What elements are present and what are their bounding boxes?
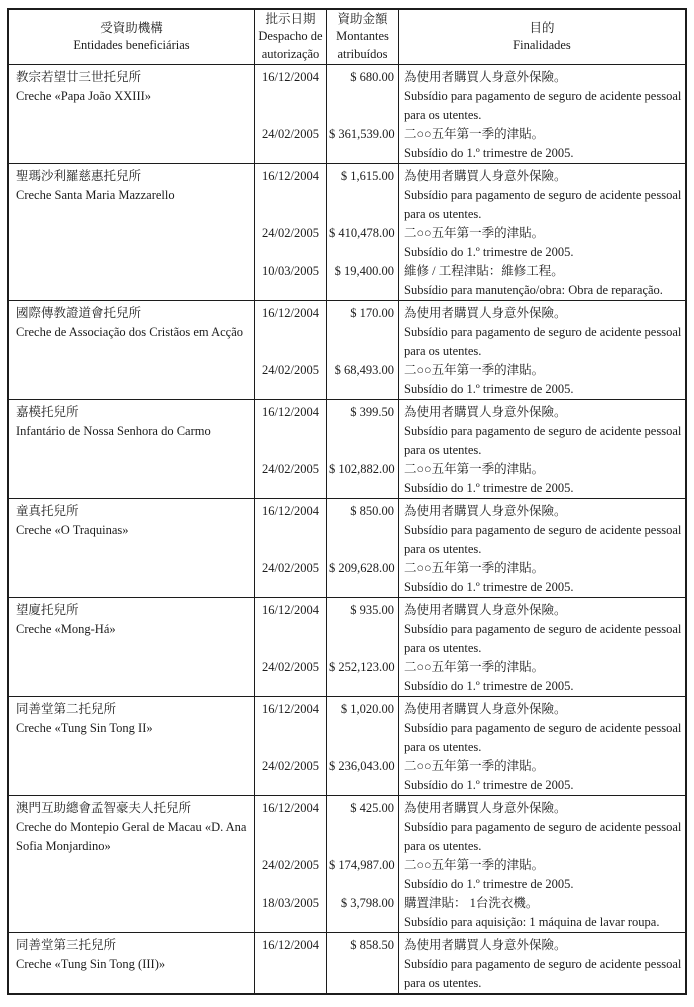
purpose-zh: 二○○五年第一季的津貼。 [404, 226, 545, 240]
date-cell: 18/03/2005 [255, 894, 327, 932]
purpose-zh: 為使用者購買人身意外保險。 [404, 702, 567, 716]
purpose-cell [399, 64, 685, 125]
date-cell: 16/12/2004 [255, 932, 327, 993]
entity-name-zh: 聖瑪沙利羅慈惠托兒所 [16, 169, 142, 183]
date-cell: 16/12/2004 [255, 163, 327, 224]
entity-name-zh: 同善堂第三托兒所 [16, 938, 117, 952]
purpose-cell [399, 125, 685, 163]
purpose-cell [399, 163, 685, 224]
amount-cell: $ 858.50 [327, 932, 399, 993]
purpose-zh: 二○○五年第一季的津貼。 [404, 759, 545, 773]
amount-cell: $ 3,798.00 [327, 894, 399, 932]
amount-cell: $ 170.00 [327, 300, 399, 361]
header-date-pt: Despacho de autorização [258, 29, 323, 61]
purpose-cell [399, 696, 685, 757]
purpose-zh: 二○○五年第一季的津貼。 [404, 561, 545, 575]
purpose-cell [399, 300, 685, 361]
date-cell: 16/12/2004 [255, 300, 327, 361]
purpose-zh: 為使用者購買人身意外保險。 [404, 70, 567, 84]
entity-cell [9, 498, 255, 597]
purpose-zh: 為使用者購買人身意外保險。 [404, 306, 567, 320]
purpose-pt: Subsídio para pagamento de seguro de acidente pessoal para os utentes. [404, 188, 682, 221]
entity-name-pt: Creche «O Traquinas» [16, 523, 129, 537]
entity-name-pt: Infantário de Nossa Senhora do Carmo [16, 424, 211, 438]
date-cell: 24/02/2005 [255, 757, 327, 795]
purpose-pt: Subsídio do 1.º trimestre de 2005. [404, 877, 574, 891]
purpose-pt: Subsídio do 1.º trimestre de 2005. [404, 382, 574, 396]
purpose-pt: Subsídio para pagamento de seguro de acidente pessoal para os utentes. [404, 820, 682, 853]
purpose-cell [399, 658, 685, 696]
amount-cell: $ 19,400.00 [327, 262, 399, 300]
entity-name-zh: 國際傳教證道會托兒所 [16, 306, 142, 320]
purpose-cell [399, 559, 685, 597]
purpose-cell [399, 894, 685, 932]
entity-name-pt: Creche do Montepio Geral de Macau «D. Ana Sofia Monjardino» [16, 820, 247, 853]
header-date [255, 10, 327, 64]
purpose-pt: Subsídio para pagamento de seguro de acidente pessoal para os utentes. [404, 721, 682, 754]
entity-cell [9, 300, 255, 399]
header-amount-pt: Montantes atribuídos [336, 29, 389, 61]
purpose-pt: Subsídio para manutenção/obra: Obra de reparação. [404, 283, 663, 297]
purpose-zh: 維修 / 工程津貼：維修工程。 [404, 264, 564, 278]
entity-cell [9, 795, 255, 932]
date-cell: 16/12/2004 [255, 597, 327, 658]
purpose-cell [399, 856, 685, 894]
purpose-pt: Subsídio do 1.º trimestre de 2005. [404, 481, 574, 495]
date-cell: 24/02/2005 [255, 460, 327, 498]
purpose-zh: 二○○五年第一季的津貼。 [404, 462, 545, 476]
entity-name-zh: 澳門互助總會孟智豪夫人托兒所 [16, 801, 192, 815]
entity-cell [9, 163, 255, 300]
purpose-pt: Subsídio do 1.º trimestre de 2005. [404, 245, 574, 259]
entity-name-zh: 望廈托兒所 [16, 603, 79, 617]
purpose-pt: Subsídio para pagamento de seguro de acidente pessoal para os utentes. [404, 89, 682, 122]
purpose-zh: 為使用者購買人身意外保險。 [404, 801, 567, 815]
entity-name-zh: 嘉模托兒所 [16, 405, 79, 419]
date-cell: 16/12/2004 [255, 64, 327, 125]
purpose-pt: Subsídio para aquisição: 1 máquina de lavar roupa. [404, 915, 660, 929]
purpose-cell [399, 460, 685, 498]
purpose-zh: 購置津貼： 1台洗衣機。 [404, 896, 539, 910]
purpose-pt: Subsídio para pagamento de seguro de acidente pessoal para os utentes. [404, 957, 682, 990]
purpose-zh: 二○○五年第一季的津貼。 [404, 363, 545, 377]
purpose-zh: 二○○五年第一季的津貼。 [404, 660, 545, 674]
purpose-cell [399, 597, 685, 658]
date-cell: 24/02/2005 [255, 658, 327, 696]
date-cell: 16/12/2004 [255, 696, 327, 757]
amount-cell: $ 236,043.00 [327, 757, 399, 795]
entity-name-pt: Creche de Associação dos Cristãos em Acção [16, 325, 244, 339]
amount-cell: $ 935.00 [327, 597, 399, 658]
purpose-cell [399, 361, 685, 399]
entity-cell [9, 64, 255, 163]
purpose-zh: 二○○五年第一季的津貼。 [404, 127, 545, 141]
date-cell: 24/02/2005 [255, 856, 327, 894]
amount-cell: $ 361,539.00 [327, 125, 399, 163]
amount-cell: $ 680.00 [327, 64, 399, 125]
purpose-cell [399, 399, 685, 460]
purpose-zh: 為使用者購買人身意外保險。 [404, 504, 567, 518]
header-date-zh: 批示日期 [265, 11, 316, 26]
amount-cell: $ 399.50 [327, 399, 399, 460]
amount-cell: $ 174,987.00 [327, 856, 399, 894]
entity-cell [9, 696, 255, 795]
purpose-cell [399, 757, 685, 795]
purpose-zh: 為使用者購買人身意外保險。 [404, 169, 567, 183]
entity-name-zh: 童真托兒所 [16, 504, 79, 518]
header-amount [327, 10, 399, 64]
date-cell: 24/02/2005 [255, 224, 327, 262]
amount-cell: $ 68,493.00 [327, 361, 399, 399]
header-amount-zh: 資助金額 [337, 11, 388, 26]
purpose-pt: Subsídio para pagamento de seguro de acidente pessoal para os utentes. [404, 424, 682, 457]
entity-name-pt: Creche «Tung Sin Tong (III)» [16, 957, 166, 971]
header-purpose-zh: 目的 [529, 20, 555, 35]
header-purpose-pt: Finalidades [513, 38, 571, 52]
header-purpose [399, 10, 685, 64]
purpose-pt: Subsídio do 1.º trimestre de 2005. [404, 146, 574, 160]
entity-cell [9, 399, 255, 498]
purpose-pt: Subsídio para pagamento de seguro de acidente pessoal para os utentes. [404, 523, 682, 556]
amount-cell: $ 410,478.00 [327, 224, 399, 262]
purpose-zh: 為使用者購買人身意外保險。 [404, 405, 567, 419]
purpose-cell [399, 932, 685, 993]
purpose-zh: 為使用者購買人身意外保險。 [404, 938, 567, 952]
header-entities [9, 10, 255, 64]
entity-name-pt: Creche «Mong-Há» [16, 622, 116, 636]
entity-name-pt: Creche «Papa João XXIII» [16, 89, 152, 103]
date-cell: 24/02/2005 [255, 559, 327, 597]
entity-name-zh: 教宗若望廿三世托兒所 [16, 70, 142, 84]
entity-name-pt: Creche «Tung Sin Tong II» [16, 721, 153, 735]
amount-cell: $ 102,882.00 [327, 460, 399, 498]
date-cell: 16/12/2004 [255, 399, 327, 460]
entity-name-pt: Creche Santa Maria Mazzarello [16, 188, 175, 202]
purpose-pt: Subsídio do 1.º trimestre de 2005. [404, 679, 574, 693]
date-cell: 16/12/2004 [255, 498, 327, 559]
entity-name-zh: 同善堂第二托兒所 [16, 702, 117, 716]
date-cell: 16/12/2004 [255, 795, 327, 856]
purpose-pt: Subsídio do 1.º trimestre de 2005. [404, 778, 574, 792]
date-cell: 24/02/2005 [255, 125, 327, 163]
date-cell: 10/03/2005 [255, 262, 327, 300]
date-cell: 24/02/2005 [255, 361, 327, 399]
amount-cell: $ 850.00 [327, 498, 399, 559]
purpose-cell [399, 224, 685, 262]
entity-cell [9, 597, 255, 696]
entity-cell [9, 932, 255, 993]
amount-cell: $ 252,123.00 [327, 658, 399, 696]
purpose-pt: Subsídio do 1.º trimestre de 2005. [404, 580, 574, 594]
amount-cell: $ 209,628.00 [327, 559, 399, 597]
purpose-zh: 為使用者購買人身意外保險。 [404, 603, 567, 617]
header-entities-pt: Entidades beneficiárias [73, 38, 190, 52]
subsidy-table [7, 8, 687, 995]
purpose-zh: 二○○五年第一季的津貼。 [404, 858, 545, 872]
purpose-cell [399, 498, 685, 559]
purpose-pt: Subsídio para pagamento de seguro de acidente pessoal para os utentes. [404, 622, 682, 655]
amount-cell: $ 425.00 [327, 795, 399, 856]
purpose-cell [399, 262, 685, 300]
header-entities-zh: 受資助機構 [100, 20, 163, 35]
purpose-cell [399, 795, 685, 856]
amount-cell: $ 1,615.00 [327, 163, 399, 224]
amount-cell: $ 1,020.00 [327, 696, 399, 757]
purpose-pt: Subsídio para pagamento de seguro de acidente pessoal para os utentes. [404, 325, 682, 358]
